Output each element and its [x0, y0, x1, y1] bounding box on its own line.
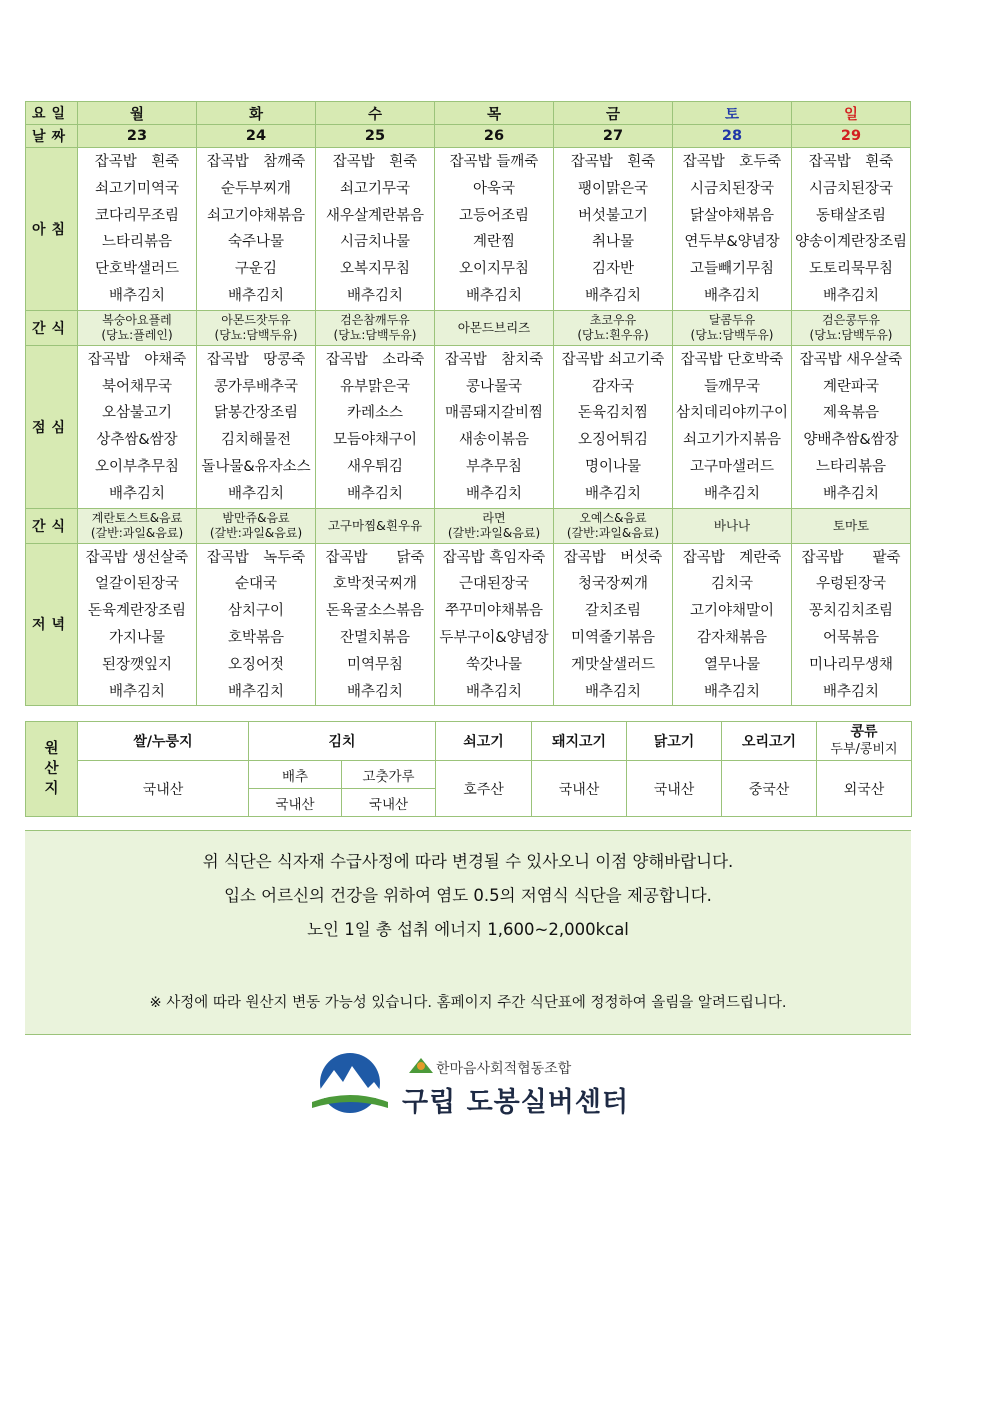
menu-item: 호박젓국찌개 [332, 576, 418, 593]
day-thu: 목 [435, 102, 554, 125]
menu-item: (갈반:과일&음료) [209, 525, 303, 540]
menu-item: 배추김치 [584, 287, 642, 304]
menu-item: 잡곡밥 녹두죽 [206, 549, 306, 566]
menu-item: 밤만쥬&음료 [222, 510, 290, 525]
meal-cell [197, 148, 316, 311]
origin-beans-value: 외국산 [817, 761, 912, 817]
snack-cell [673, 310, 792, 345]
meal-label: 간식 [26, 310, 78, 345]
menu-item: (당뇨:플레인) [101, 327, 173, 342]
snack-cell [316, 508, 435, 543]
menu-item: 근대된장국 [458, 576, 530, 593]
menu-item: 순대국 [234, 576, 278, 593]
meal-label: 점심 [26, 345, 78, 508]
meal-cell [316, 148, 435, 311]
origin-kimchi-header: 김치 [249, 722, 436, 761]
menu-item: 느타리볶음 [101, 234, 173, 251]
notice-line-3: 노인 1일 총 섭취 에너지 1,600~2,000kcal [307, 920, 629, 939]
menu-item: 배추김치 [108, 683, 166, 700]
meal-cell [435, 345, 554, 508]
snack-row [26, 508, 911, 543]
menu-item: 열무나물 [703, 656, 761, 673]
menu-item: 쭈꾸미야채볶음 [444, 603, 544, 620]
menu-item: 취나물 [591, 234, 635, 251]
menu-item: 잡곡밥 생선살죽 [85, 549, 189, 566]
menu-item: 돈육김치찜 [577, 405, 649, 422]
menu-item: 김치국 [710, 576, 754, 593]
menu-item: 닭살야채볶음 [689, 207, 775, 224]
menu-item: 배추김치 [703, 485, 761, 502]
origin-rice-value: 국내산 [78, 761, 249, 817]
menu-item: 감자국 [591, 378, 635, 395]
menu-item: 쇠고기미역국 [94, 180, 180, 197]
meal-cell [554, 543, 673, 706]
menu-item: 들깨무국 [703, 378, 761, 395]
origin-chicken-header: 닭고기 [627, 722, 722, 761]
day-fri: 금 [554, 102, 673, 125]
menu-item: 아몬드잣두유 [221, 312, 291, 327]
menu-item: 쇠고기야채볶음 [206, 207, 306, 224]
menu-item: 배추김치 [227, 287, 285, 304]
origin-kimchi-cabbage-label: 배추 [249, 761, 342, 789]
meal-cell [316, 345, 435, 508]
menu-item: 잡곡밥 단호박죽 [680, 351, 784, 368]
menu-item: 유부맑은국 [339, 378, 411, 395]
menu-item: 잡곡밥 흰죽 [332, 154, 418, 170]
menu-item: 삼치구이 [227, 603, 285, 620]
meal-cell [673, 543, 792, 706]
meal-cell [316, 543, 435, 706]
snack-cell [435, 310, 554, 345]
menu-item: 잡곡밥 새우살죽 [799, 351, 903, 368]
date-wed: 25 [316, 125, 435, 148]
menu-item: 양배추쌈&쌈장 [803, 432, 899, 449]
menu-item: 배추김치 [465, 683, 523, 700]
menu-item: 얼갈이된장국 [94, 576, 180, 593]
menu-item: 김치해물전 [220, 432, 292, 449]
meal-cell [78, 148, 197, 311]
menu-item: 오이부추무침 [94, 458, 180, 475]
snack-cell [197, 508, 316, 543]
menu-item: 잡곡밥 흑임자죽 [442, 549, 546, 566]
menu-item: 청국장찌개 [577, 576, 649, 593]
menu-item: (당뇨:담백두유) [333, 327, 417, 342]
meal-row [26, 148, 911, 311]
menu-item: 배추김치 [227, 683, 285, 700]
menu-item: (당뇨:흰우유) [577, 327, 649, 342]
date-sat: 28 [673, 125, 792, 148]
snack-cell [78, 508, 197, 543]
meal-table [25, 101, 911, 706]
menu-item: 잡곡밥 들깨죽 [449, 154, 539, 170]
menu-item: 가지나물 [108, 629, 166, 646]
menu-item: 단호박샐러드 [94, 261, 180, 278]
meal-table-body [26, 148, 911, 706]
meal-label: 저녁 [26, 543, 78, 706]
meal-cell [197, 345, 316, 508]
menu-item: 동태살조림 [815, 207, 887, 224]
center-logo [310, 1050, 630, 1120]
menu-item: 배추김치 [703, 287, 761, 304]
origin-duck-header: 오리고기 [722, 722, 817, 761]
menu-item: 꽁치김치조림 [808, 603, 894, 620]
menu-item: 잡곡밥 쇠고기죽 [561, 351, 665, 368]
meal-cell [673, 148, 792, 311]
snack-cell [78, 310, 197, 345]
origin-beef-value: 호주산 [436, 761, 532, 817]
menu-item: 새송이볶음 [458, 432, 530, 449]
origin-kimchi-pepper-label: 고춧가루 [342, 761, 436, 789]
date-thu: 26 [435, 125, 554, 148]
menu-item: 잡곡밥 참치죽 [444, 351, 544, 368]
origin-label-char: 원 [44, 741, 59, 757]
menu-item: 제육볶음 [822, 405, 880, 422]
menu-item: 새우튀김 [346, 458, 404, 475]
menu-item: 잡곡밥 팥죽 [801, 549, 901, 566]
menu-item: 구운김 [234, 261, 278, 278]
menu-item: 배추김치 [584, 683, 642, 700]
menu-item: 오복지무침 [339, 261, 411, 278]
menu-item: 잡곡밥 흰죽 [808, 154, 894, 170]
menu-item: 연두부&양념장 [684, 234, 780, 251]
origin-table [25, 721, 912, 817]
menu-item: 검은참깨두유 [340, 312, 410, 327]
origin-pork-value: 국내산 [532, 761, 627, 817]
menu-item: 달콤두유 [708, 312, 756, 327]
date-tue: 24 [197, 125, 316, 148]
snack-cell [792, 310, 911, 345]
date-sun: 29 [792, 125, 911, 148]
meal-label: 간식 [26, 508, 78, 543]
menu-item: 잡곡밥 계란죽 [682, 549, 782, 566]
origin-beef-header: 쇠고기 [436, 722, 532, 761]
menu-item: 갈치조림 [584, 603, 642, 620]
menu-item: 라면 [482, 510, 506, 525]
menu-item: 잡곡밥 야채죽 [87, 351, 187, 368]
snack-cell [673, 508, 792, 543]
menu-item: 토마토 [832, 518, 870, 534]
meal-cell [673, 345, 792, 508]
menu-item: 오징어젓 [227, 656, 285, 673]
date-label: 날짜 [26, 125, 78, 148]
menu-item: 어묵볶음 [822, 629, 880, 646]
day-label: 요일 [26, 102, 78, 125]
menu-item: 닭봉간장조림 [213, 405, 299, 422]
meal-row [26, 345, 911, 508]
menu-item: 고등어조림 [458, 207, 530, 224]
menu-item: 잡곡밥 닭죽 [325, 549, 425, 566]
origin-beans-subtitle: 두부/콩비지 [830, 742, 898, 757]
menu-item: 고들빼기무침 [689, 261, 775, 278]
menu-item: 배추김치 [584, 485, 642, 502]
menu-item: 양송이계란장조림 [794, 234, 908, 251]
meal-cell [78, 345, 197, 508]
origin-label-char: 지 [44, 781, 59, 797]
menu-item: 쇠고기무국 [339, 180, 411, 197]
origin-label [26, 722, 78, 817]
menu-item: 돈육굴소스볶음 [325, 603, 425, 620]
menu-item: 아몬드브리즈 [457, 320, 531, 336]
day-wed: 수 [316, 102, 435, 125]
origin-beans-title: 콩류 [850, 724, 878, 740]
date-header-row [26, 125, 911, 148]
notice-footnote: ※ 사정에 따라 원산지 변동 가능성 있습니다. 홈페이지 주간 식단표에 정정하여 올림을 알려드립니다. [149, 995, 787, 1011]
mountain-logo-icon [310, 1052, 390, 1114]
menu-item: 배추김치 [108, 485, 166, 502]
menu-item: 숙주나물 [227, 234, 285, 251]
menu-item: 호박볶음 [227, 629, 285, 646]
menu-item: 복숭아요플레 [102, 312, 172, 327]
menu-item: 검은콩두유 [822, 312, 880, 327]
menu-item: (당뇨:담백두유) [690, 327, 774, 342]
menu-item: 아욱국 [472, 180, 516, 197]
date-fri: 27 [554, 125, 673, 148]
menu-item: (당뇨:담백두유) [809, 327, 893, 342]
menu-item: 코다리무조림 [94, 207, 180, 224]
menu-item: 계란토스트&음료 [91, 510, 183, 525]
snack-cell [197, 310, 316, 345]
meal-cell [435, 148, 554, 311]
origin-rice-header: 쌀/누룽지 [78, 722, 249, 761]
snack-cell [554, 508, 673, 543]
origin-label-char: 산 [44, 761, 59, 777]
menu-item: 시금치된장국 [689, 180, 775, 197]
menu-item: 배추김치 [108, 287, 166, 304]
origin-duck-value: 중국산 [722, 761, 817, 817]
menu-item: 잔멸치볶음 [339, 629, 411, 646]
menu-item: 카레소스 [346, 405, 404, 422]
notice-line-1: 위 식단은 식자재 수급사정에 따라 변경될 수 있사오니 이점 양해바랍니다. [202, 852, 734, 871]
meal-cell [792, 148, 911, 311]
day-sat: 토 [673, 102, 792, 125]
menu-item: 배추김치 [822, 485, 880, 502]
menu-item: 게맛살샐러드 [570, 656, 656, 673]
menu-item: 우렁된장국 [815, 576, 887, 593]
menu-item: 삼치데리야끼구이 [675, 405, 789, 422]
snack-cell [316, 310, 435, 345]
menu-item: 오징어튀김 [577, 432, 649, 449]
menu-item: 배추김치 [346, 485, 404, 502]
meal-cell [554, 148, 673, 311]
menu-item: 배추김치 [465, 287, 523, 304]
menu-item: 상추쌈&쌈장 [96, 432, 178, 449]
menu-item: 버섯불고기 [577, 207, 649, 224]
menu-item: 시금치된장국 [808, 180, 894, 197]
notice-box [25, 830, 911, 1035]
menu-item: 배추김치 [703, 683, 761, 700]
origin-kimchi-cabbage-value: 국내산 [249, 789, 342, 817]
day-mon: 월 [78, 102, 197, 125]
menu-item: 매콤돼지갈비찜 [444, 405, 544, 422]
meal-cell [435, 543, 554, 706]
meal-label: 아침 [26, 148, 78, 311]
menu-item: 초코우유 [589, 312, 637, 327]
day-header-row [26, 102, 911, 125]
menu-item: 돈육계란장조림 [87, 603, 187, 620]
menu-item: 잡곡밥 흰죽 [94, 154, 180, 170]
menu-item: (갈반:과일&음료) [447, 525, 541, 540]
meal-cell [792, 345, 911, 508]
menu-item: 고구마샐러드 [689, 458, 775, 475]
menu-item: 잡곡밥 버섯죽 [563, 549, 663, 566]
meal-row [26, 543, 911, 706]
menu-item: 부추무침 [465, 458, 523, 475]
menu-item: 명이나물 [584, 458, 642, 475]
menu-item: 배추김치 [346, 287, 404, 304]
menu-item: 잡곡밥 흰죽 [570, 154, 656, 170]
menu-item: 쑥갓나물 [465, 656, 523, 673]
menu-item: 잡곡밥 호두죽 [682, 154, 782, 170]
notice-line-2: 입소 어르신의 건강을 위하여 염도 0.5의 저염식 식단을 제공합니다. [224, 886, 712, 905]
menu-item: 배추김치 [227, 485, 285, 502]
menu-item: 북어채무국 [101, 378, 173, 395]
day-tue: 화 [197, 102, 316, 125]
menu-item: 시금치나물 [339, 234, 411, 251]
menu-item: (갈반:과일&음료) [90, 525, 184, 540]
menu-item: 배추김치 [465, 485, 523, 502]
menu-item: 된장깻잎지 [101, 656, 173, 673]
menu-item: 고구마찜&흰우유 [327, 518, 423, 534]
menu-item: 배추김치 [822, 683, 880, 700]
menu-item: 오이지무침 [458, 261, 530, 278]
menu-item: 새우살계란볶음 [325, 207, 425, 224]
menu-item: 오예스&음료 [579, 510, 647, 525]
menu-item: (갈반:과일&음료) [566, 525, 660, 540]
snack-row [26, 310, 911, 345]
snack-cell [435, 508, 554, 543]
meal-cell [792, 543, 911, 706]
menu-item: 도토리묵무침 [808, 261, 894, 278]
org-name: 한마음사회적협동조합 [436, 1061, 572, 1077]
menu-item: 배추김치 [822, 287, 880, 304]
menu-item: 김자반 [591, 261, 635, 278]
menu-item: 계란파국 [822, 378, 880, 395]
menu-item: 배추김치 [346, 683, 404, 700]
meal-cell [78, 543, 197, 706]
meal-cell [197, 543, 316, 706]
menu-item: 쇠고기가지볶음 [682, 432, 782, 449]
menu-item: 돌나물&유자소스 [201, 458, 311, 475]
menu-item: 잡곡밥 참깨죽 [206, 154, 306, 170]
menu-item: 콩나물국 [465, 378, 523, 395]
cooperative-mark-icon [408, 1056, 434, 1074]
menu-item: 계란찜 [472, 234, 516, 251]
menu-item: 미역줄기볶음 [570, 629, 656, 646]
menu-item: 느타리볶음 [815, 458, 887, 475]
menu-item: 두부구이&양념장 [439, 629, 549, 646]
menu-item: 오삼불고기 [101, 405, 173, 422]
menu-item: 미역무침 [346, 656, 404, 673]
menu-item: 잡곡밥 땅콩죽 [206, 351, 306, 368]
menu-item: 팽이맑은국 [577, 180, 649, 197]
menu-item: 감자채볶음 [696, 629, 768, 646]
origin-pork-header: 돼지고기 [532, 722, 627, 761]
day-sun: 일 [792, 102, 911, 125]
date-mon: 23 [78, 125, 197, 148]
menu-item: 미나리무생채 [808, 656, 894, 673]
menu-item: (당뇨:담백두유) [214, 327, 298, 342]
center-name: 구립 도봉실버센터 [402, 1087, 630, 1118]
menu-item: 순두부찌개 [220, 180, 292, 197]
menu-item: 콩가루배추국 [213, 378, 299, 395]
origin-kimchi-pepper-value: 국내산 [342, 789, 436, 817]
menu-item: 바나나 [713, 518, 751, 534]
origin-beans-header [817, 722, 912, 761]
menu-item: 고기야채말이 [689, 603, 775, 620]
menu-item: 잡곡밥 소라죽 [325, 351, 425, 368]
menu-item: 모듬야채구이 [332, 432, 418, 449]
meal-cell [554, 345, 673, 508]
snack-cell [792, 508, 911, 543]
snack-cell [554, 310, 673, 345]
origin-chicken-value: 국내산 [627, 761, 722, 817]
